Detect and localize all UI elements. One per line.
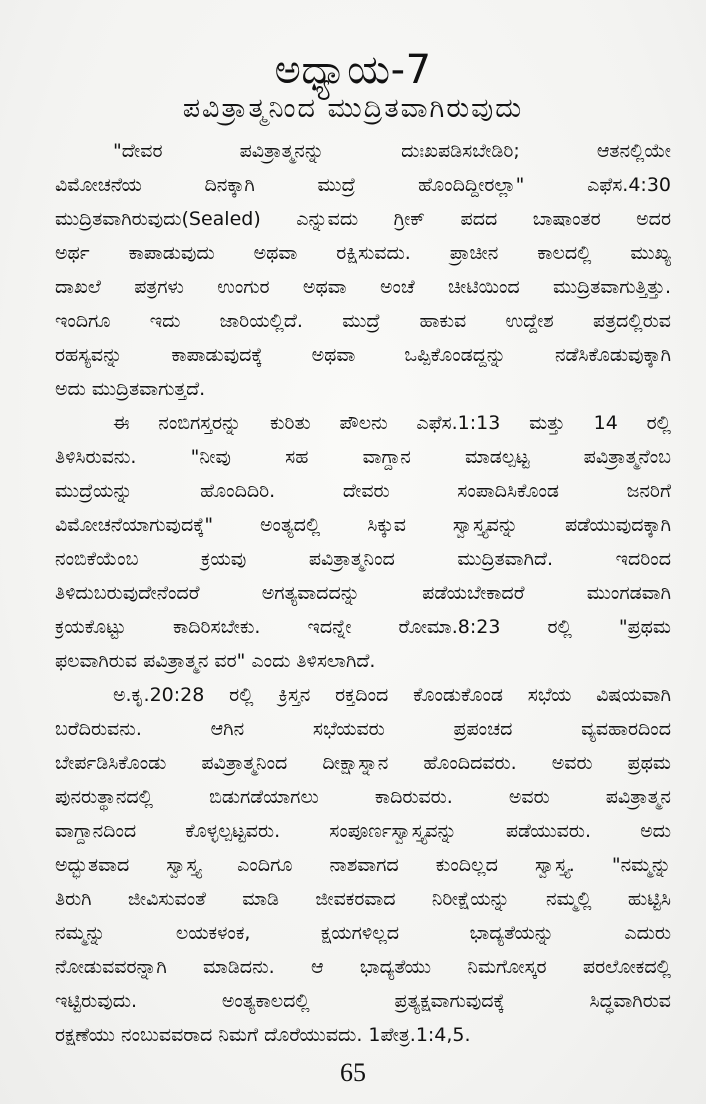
text-line: ತಿಳಿದುಬರುವುದೇನೆಂದರೆ ಅಗತ್ಯವಾದದನ್ನು ಪಡೆಯಬೇಕಾದರೆ ಮುಂಗಡವಾಗಿ (55, 582, 671, 604)
text-line: ಮುದ್ರೆಯನ್ನು ಹೊಂದಿದಿರಿ. ದೇವರು ಸಂಪಾದಿಸಿಕೊಂಡ ಜನರಿಗೆ (55, 480, 671, 502)
text-line: ಬರೆದಿರುವನು. ಆಗಿನ ಸಭೆಯವರು ಪ್ರಪಂಚದ ವ್ಯವಹಾರದಿಂದ (55, 718, 671, 740)
page-number: 65 (340, 1058, 366, 1087)
text-line: ವಿಮೋಚನೆಯಾಗುವುದಕ್ಕೆ" ಅಂತ್ಯದಲ್ಲಿ ಸಿಕ್ಕುವ ಸ್ವಾಸ್ತ್ಯವನ್ನು ಪಡೆಯುವುದಕ್ಕಾಗಿ (55, 514, 671, 536)
chapter-subtitle: ಪವಿತ್ರಾತ್ಮನಿಂದ ಮುದ್ರಿತವಾಗಿರುವುದು (182, 93, 524, 124)
text-line: ಮುದ್ರಿತವಾಗಿರುವುದು(Sealed) ಎನ್ನುವದು ಗ್ರೀಕ್ ಪದದ ಬಾಷಾಂತರ ಅದರ (55, 208, 671, 230)
text-line: ಇಟ್ಟಿರುವುದು. ಅಂತ್ಯಕಾಲದಲ್ಲಿ ಪ್ರತ್ಯಕ್ಷವಾಗುವುದಕ್ಕೆ ಸಿದ್ಧವಾಗಿರುವ (55, 990, 671, 1012)
text-line: ಅದ್ಭುತವಾದ ಸ್ವಾಸ್ತ್ಯ ಎಂದಿಗೂ ನಾಶವಾಗದ ಕುಂದಿಲ್ಲದ ಸ್ವಾಸ್ತ್ಯ. "ನಮ್ಮನ್ನು (55, 854, 671, 876)
text-line: ಕ್ರಯಕೊಟ್ಟು ಕಾದಿರಿಸಬೇಕು. ಇದನ್ನೇ ರೋಮಾ.8:23 ರಲ್ಲಿ "ಪ್ರಥಮ (55, 616, 671, 638)
text-line: ಇಂದಿಗೂ ಇದು ಜಾರಿಯಲ್ಲಿದೆ. ಮುದ್ರೆ ಹಾಕುವ ಉದ್ದೇಶ ಪತ್ರದಲ್ಲಿರುವ (55, 310, 671, 332)
text-line: ಅರ್ಥ ಕಾಪಾಡುವುದು ಅಥವಾ ರಕ್ಷಿಸುವದು. ಪ್ರಾಚೀನ ಕಾಲದಲ್ಲಿ ಮುಖ್ಯ (55, 242, 671, 264)
text-line: ಪುನರುತ್ಥಾನದಲ್ಲಿ ಬಿಡುಗಡೆಯಾಗಲು ಕಾದಿರುವರು. ಅವರು ಪವಿತ್ರಾತ್ಮನ (55, 786, 671, 808)
text-line: ತಿರುಗಿ ಜೀವಿಸುವಂತೆ ಮಾಡಿ ಜೀವಕರವಾದ ನಿರೀಕ್ಷೆಯನ್ನು ನಮ್ಮಲ್ಲಿ ಹುಟ್ಟಿಸಿ (55, 888, 671, 910)
text-line: ಫಲವಾಗಿರುವ ಪವಿತ್ರಾತ್ಮನ ವರ" ಎಂದು ತಿಳಿಸಲಾಗಿದೆ. (55, 650, 376, 672)
text-line: ಅದು ಮುದ್ರಿತವಾಗುತ್ತದೆ. (55, 378, 206, 400)
text-line: "ದೇವರ ಪವಿತ್ರಾತ್ಮನನ್ನು ದುಃಖಪಡಿಸಬೇಡಿರಿ; ಆತನಲ್ಲಿಯೇ (113, 140, 671, 162)
text-line: ನಮ್ಮನ್ನು ಲಯಕಳಂಕ, ಕ್ಷಯಗಳಿಲ್ಲದ ಭಾದ್ಯತೆಯನ್ನು ಎದುರು (55, 922, 671, 944)
text-line: ಬೇರ್ಪಡಿಸಿಕೊಂಡು ಪವಿತ್ರಾತ್ಮನಿಂದ ದೀಕ್ಷಾಸ್ನಾನ ಹೊಂದಿದವರು. ಅವರು ಪ್ರಥಮ (55, 752, 671, 774)
text-line: ವಿಮೋಚನೆಯ ದಿನಕ್ಕಾಗಿ ಮುದ್ರೆ ಹೊಂದಿದ್ದೀರಲ್ಲಾ" ಎಫೆಸ.4:30 (55, 174, 671, 196)
text-line: ವಾಗ್ದಾನದಿಂದ ಕೊಳ್ಳಲ್ಪಟ್ಟವರು. ಸಂಪೂರ್ಣಸ್ವಾಸ್ತ್ಯವನ್ನು ಪಡೆಯುವರು. ಅದು (55, 820, 671, 842)
text-line: ನೋಡುವವರನ್ನಾಗಿ ಮಾಡಿದನು. ಆ ಭಾದ್ಯತೆಯು ನಿಮಗೋಸ್ಕರ ಪರಲೋಕದಲ್ಲಿ (55, 956, 671, 978)
text-line: ನಂಬಿಕೆಯೆಂಬ ಕ್ರಯವು ಪವಿತ್ರಾತ್ಮನಿಂದ ಮುದ್ರಿತವಾಗಿದೆ. ಇದರಿಂದ (55, 548, 671, 570)
body-text (55, 134, 671, 1052)
text-line: ದಾಖಲೆ ಪತ್ರಗಳು ಉಂಗುರ ಅಥವಾ ಅಂಚೆ ಚೀಟಿಯಿಂದ ಮುದ್ರಿತವಾಗುತ್ತಿತ್ತು. (55, 276, 671, 298)
text-line: ಅ.ಕೃ.20:28 ರಲ್ಲಿ ಕ್ರಿಸ್ತನ ರಕ್ತದಿಂದ ಕೊಂಡುಕೊಂಡ ಸಭೆಯ ವಿಷಯವಾಗಿ (113, 684, 671, 706)
text-line: ರಹಸ್ಯವನ್ನು ಕಾಪಾಡುವುದಕ್ಕೆ ಅಥವಾ ಒಪ್ಪಿಕೊಂಡದ್ದನ್ನು ನಡೆಸಿಕೊಡುವುಕ್ಕಾಗಿ (55, 344, 671, 366)
text-line: ಈ ನಂಬಿಗಸ್ತರನ್ನು ಕುರಿತು ಪೌಲನು ಎಫೆಸ.1:13 ಮತ್ತು 14 ರಲ್ಲಿ (113, 412, 671, 434)
chapter-title: ಅಧ್ಯಾಯ-7 (274, 47, 432, 93)
text-line: ರಕ್ಷಣೆಯು ನಂಬುವವರಾದ ನಿಮಗೆ ದೊರೆಯುವದು. 1ಪೇತ್ರ.1:4,5. (55, 1024, 471, 1046)
text-line: ತಿಳಿಸಿರುವನು. "ನೀವು ಸಹ ವಾಗ್ದಾನ ಮಾಡಲ್ಪಟ್ಟ ಪವಿತ್ರಾತ್ಮನೆಂಬ (55, 446, 671, 468)
